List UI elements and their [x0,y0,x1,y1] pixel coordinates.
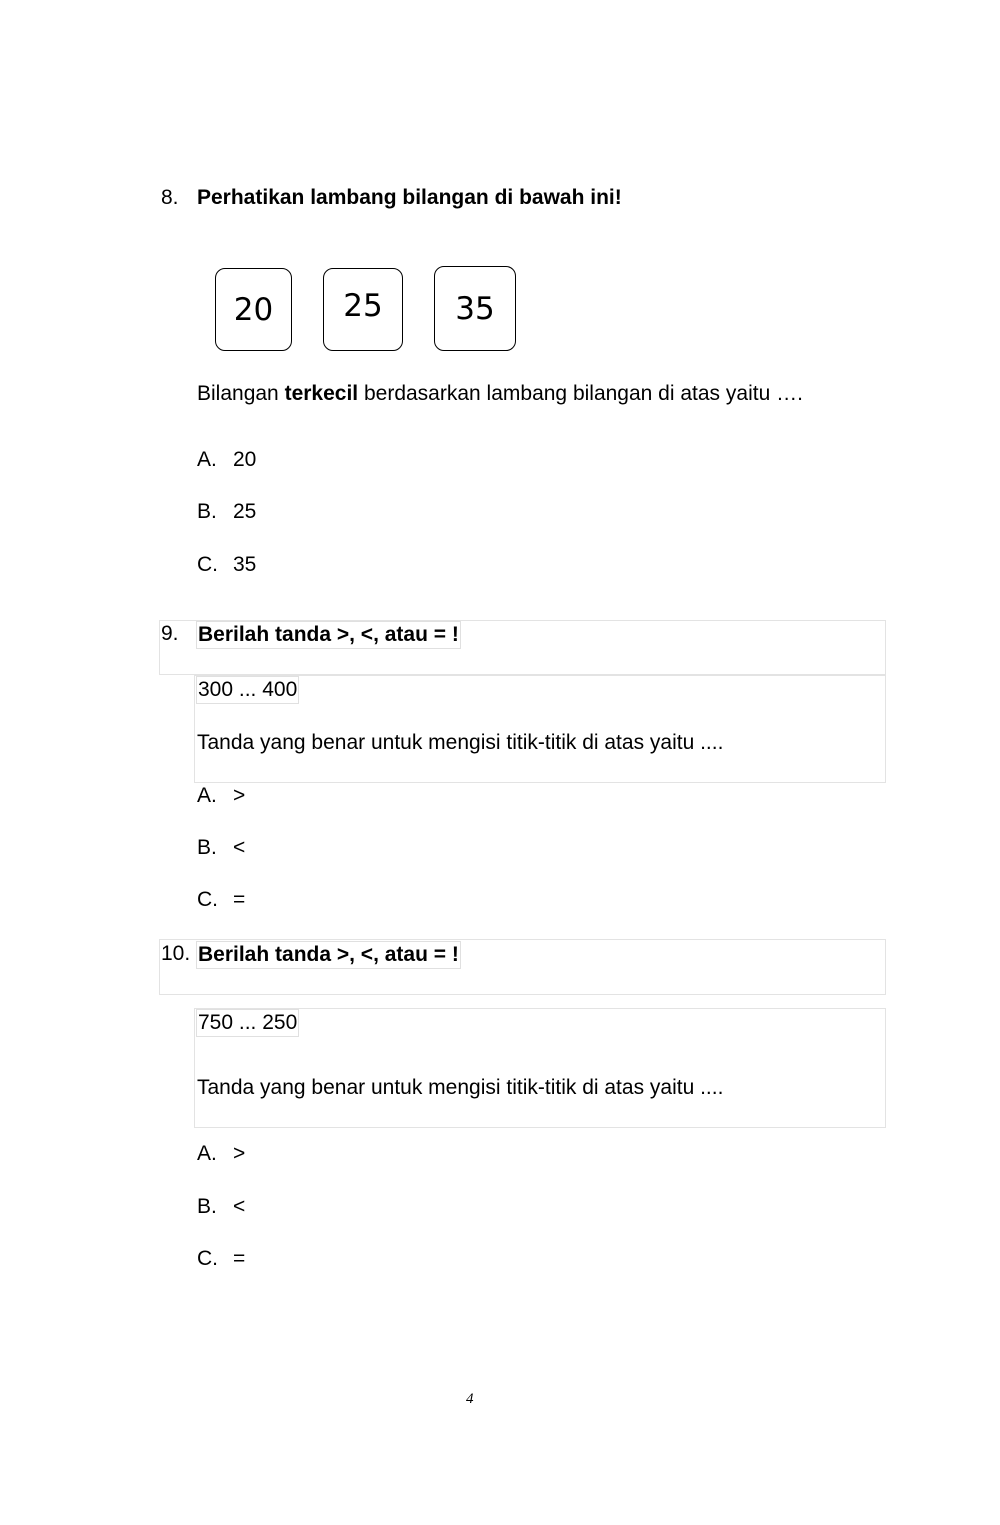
option-b[interactable]: B. < [197,836,246,859]
number-card-value: 20 [233,291,274,328]
question-text: Tanda yang benar untuk mengisi titik-titik di atas yaitu .... [197,1076,724,1099]
option-c[interactable]: C. = [197,888,246,911]
comparison-expression: 750 ... 250 [196,1009,299,1037]
option-a[interactable]: A. 20 [197,448,257,471]
question-number: 8. [161,186,179,209]
comparison-expression: 300 ... 400 [196,676,299,704]
number-card [215,268,292,351]
question-instruction: Perhatikan lambang bilangan di bawah ini! [197,186,622,209]
option-c[interactable]: C. 35 [197,553,257,576]
page-number: 4 [466,1391,474,1407]
number-card [434,266,516,351]
option-c[interactable]: C. = [197,1247,246,1270]
number-card-value: 35 [455,290,495,327]
option-b[interactable]: B. 25 [197,500,257,523]
question-instruction: Berilah tanda >, <, atau = ! [196,621,461,649]
option-a[interactable]: A. > [197,1142,246,1165]
question-text: Tanda yang benar untuk mengisi titik-titik di atas yaitu .... [197,731,724,754]
question-number: 10. [161,942,191,965]
number-card-value: 25 [343,287,383,324]
number-card [323,268,403,351]
question-instruction: Berilah tanda >, <, atau = ! [196,941,461,969]
question-number: 9. [161,622,179,645]
option-b[interactable]: B. < [197,1195,246,1218]
option-a[interactable]: A. > [197,784,246,807]
emphasis-word: terkecil [284,382,359,405]
question-text: Bilangan terkecil berdasarkan lambang bilangan di atas yaitu …. [197,382,803,405]
